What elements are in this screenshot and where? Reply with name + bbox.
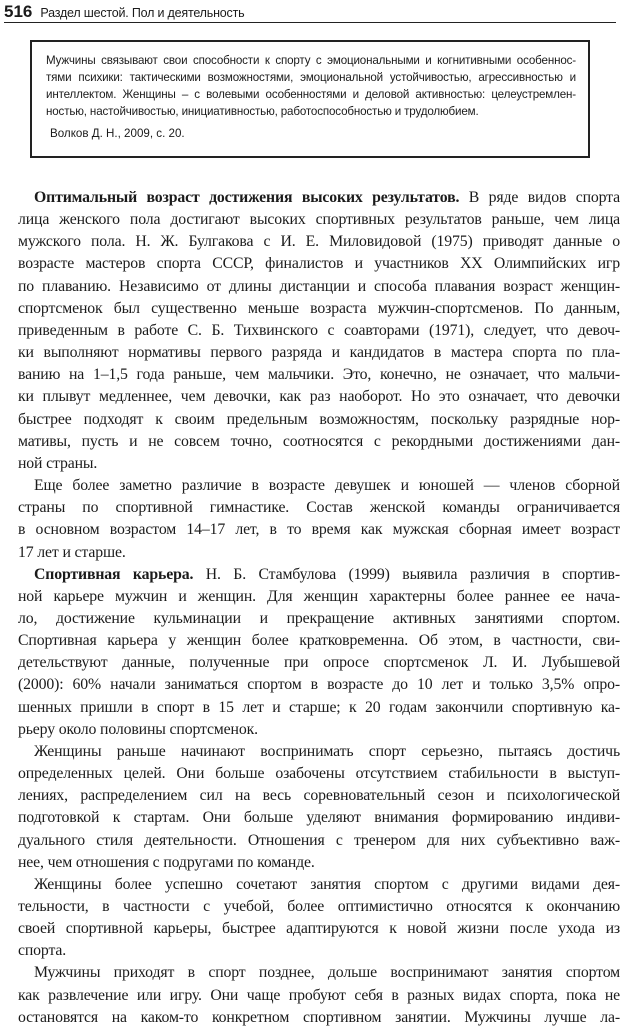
body-line: ванию на 1–1,5 года раньше, чем мальчики. Это, конечно, не означает, что мальчи-	[18, 366, 620, 384]
body-line: шенных пришли в спорт в 15 лет и старше; к 20 годам закончили спортивную ка-	[18, 698, 620, 716]
quote-text	[46, 52, 576, 120]
paragraph-sports-career	[18, 564, 620, 741]
paragraph-women-serious	[18, 741, 620, 874]
body-line: мужского пола. Н. Ж. Булгакова с И. Е. Миловидовой (1975) приводят данные о	[18, 233, 620, 251]
body-line: рьеру около половины спортсменок.	[18, 720, 258, 738]
body-line: лениях, распределением сил на весь соревновательный сезон и психологической	[18, 787, 620, 805]
body-line: своей спортивной карьеры, быстрее адаптируются к новой жизни после ухода из	[18, 920, 620, 938]
body-line: мативы, пусть и не совсем точно, соотносятся с рекордными достижениями дан-	[18, 432, 620, 450]
body-line	[18, 187, 620, 209]
body-line: ной страны.	[18, 454, 98, 472]
paragraph-men-later	[18, 962, 620, 1028]
quote-line: Мужчины связывают свои способности к спорту с эмоциональными и когнитивными особеннос-	[46, 54, 576, 67]
body-line	[18, 564, 620, 586]
body-line: страны по спортивной гимнастике. Состав женской команды ограничивается	[18, 499, 620, 517]
body-line: ки выполняют нормативы первого разряда и кандидатов в мастера спорта по пла-	[18, 344, 620, 362]
heading-continuation: В ряде видов спорта	[459, 189, 620, 206]
body-line: ки плывут медленнее, чем девочки, как раз наоборот. Но это означает, что девочки	[18, 388, 620, 406]
paragraph-heading: Оптимальный возраст достижения высоких результатов.	[34, 189, 460, 206]
body-line: Мужчины приходят в спорт позднее, дольше воспринимают занятия спортом	[34, 964, 620, 982]
body-line: Еще более заметно различие в возрасте девушек и юношей — членов сборной	[34, 477, 620, 495]
body-line: быстрее подходят к своим предельным возможностям, поскольку разрядные нор-	[18, 410, 620, 428]
body-text	[18, 187, 620, 1029]
body-line: 17 лет и старше.	[18, 543, 126, 561]
body-line: по плаванию. Независимо от длины дистанции и способа плавания возраст женщин-	[18, 277, 620, 295]
body-line: Женщины более успешно сочетают занятия спортом с другими видами дея-	[34, 875, 620, 893]
body-line: как развлечение или игру. Они чаще пробуют себя в разных видах спорта, пока не	[18, 986, 620, 1004]
body-line: детельствуют данные, полученные при опросе спортсменок Л. И. Лубышевой	[18, 654, 620, 672]
quote-line: ностью, настойчивостью, инициативностью, работоспособностью и трудолюбием.	[46, 105, 479, 118]
body-line: подготовкой к стартам. Они больше уделяют внимания формированию индиви-	[18, 809, 620, 827]
quote-line: интеллектом. Женщины – с волевыми особенностями и деловой активностью: целеустремлен-	[46, 88, 576, 101]
paragraph-women-combine	[18, 874, 620, 963]
quote-line: тями психики: тактическими возможностями, эмоциональной устойчивостью, агрессивностью и	[46, 71, 576, 84]
body-line: (2000): 60% начали заниматься спортом в возрасте до 10 лет и только 3,5% опро-	[18, 676, 620, 694]
paragraph-optimal-age	[18, 187, 620, 475]
paragraph-heading: Спортивная карьера.	[34, 565, 194, 583]
body-line: спортсменок был существенно меньше возраста мужчин-спортсменов. По данным,	[18, 299, 620, 317]
body-line: в основном возрастом 14–17 лет, в то время как мужская сборная имеет возраст	[18, 521, 620, 539]
quote-source: Волков Д. Н., 2009, с. 20.	[50, 127, 185, 140]
body-line: спорта.	[18, 942, 67, 960]
body-line: ло, достижение кульминации и прекращение активных занятиями спортом.	[18, 609, 620, 627]
quote-box	[30, 40, 590, 158]
body-line: остановятся на каком-то конкретном спортивном занятии. Мужчины лучше ла-	[18, 1008, 620, 1026]
body-line: возрасте мастеров спорта СССР, финалистов и участников XX Олимпийских игр	[18, 255, 620, 273]
heading-continuation: Н. Б. Стамбулова (1999) выявила различия в спортив-	[193, 565, 620, 583]
body-line: Женщины раньше начинают воспринимать спорт серьезно, пытаясь достичь	[34, 742, 620, 760]
body-line: дуального стиля деятельности. Отношения с тренером для них субъективно важ-	[18, 831, 620, 849]
body-line: нее, чем отношения с подругами по команде.	[18, 853, 315, 871]
page-number: 516	[4, 2, 33, 21]
body-line: Спортивная карьера у женщин более кратковременна. Об этом, в частности, сви-	[18, 632, 620, 650]
section-title: Раздел шестой. Пол и деятельность	[40, 6, 245, 20]
paragraph-gymnastics	[18, 475, 620, 564]
body-line: приведенным в работе С. Б. Тихвинского с соавторами (1971), следует, что девоч-	[18, 321, 620, 339]
running-head	[4, 0, 616, 23]
body-line: лица женского пола достигают высоких спортивных результатов раньше, чем лица	[18, 211, 620, 229]
body-line: ной карьере мужчин и женщин. Для женщин характерны более раннее ее нача-	[18, 587, 620, 605]
body-line: тельности, в частности с учебой, более оптимистично относятся к окончанию	[18, 898, 620, 915]
body-line: определенных целей. Они больше озабочены отсутствием стабильности в выступ-	[18, 765, 620, 783]
